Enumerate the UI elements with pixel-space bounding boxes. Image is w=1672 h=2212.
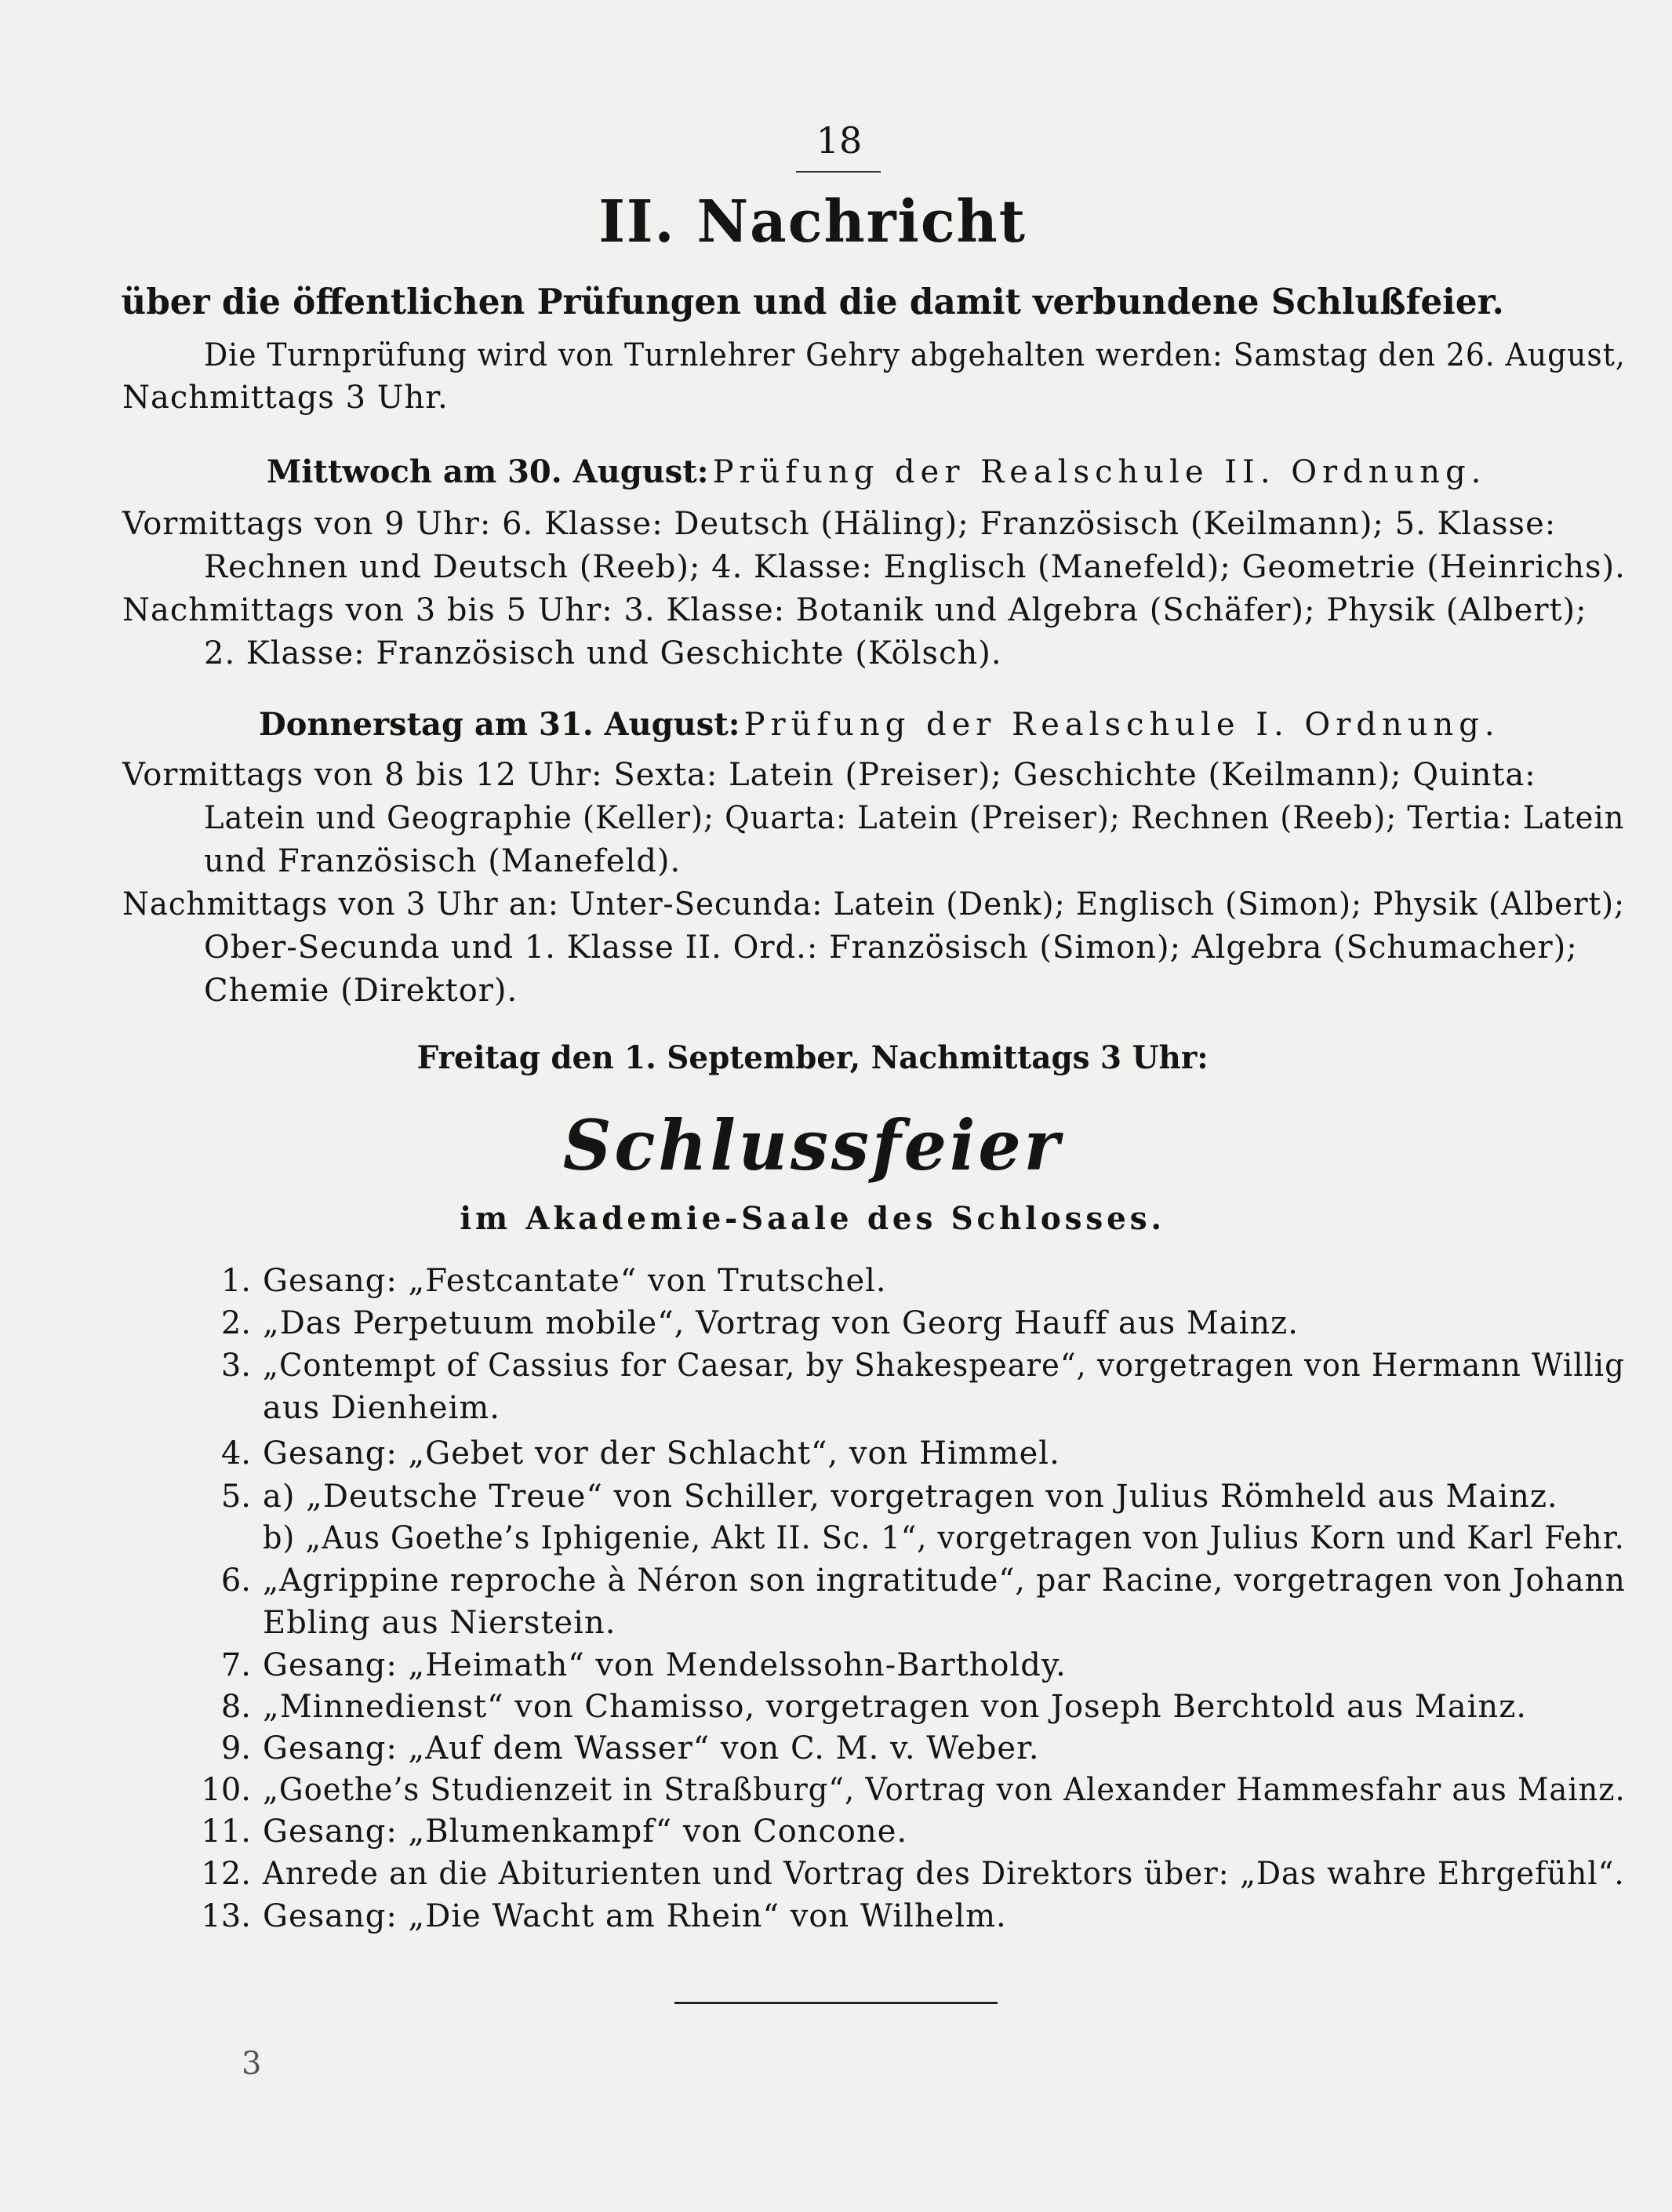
program-item: Gesang: „Blumenkampf“ von Concone. [263,1814,908,1850]
mittwoch-line-3: Nachmittags von 3 bis 5 Uhr: 3. Klasse: Botanik und Algebra (Schäfer); Physik (Albert); [122,592,1587,628]
program-item: Gesang: „Heimath“ von Mendelssohn-Bartholdy. [263,1647,1067,1683]
program-item: „Minnedienst“ von Chamisso, vorgetragen von Joseph Berchtold aus Mainz. [263,1689,1527,1725]
schlussfeier-place: im Akademie-Saale des Schlosses. [460,1200,1165,1237]
section-title: II. Nachricht [598,188,1027,256]
program-number: 12. [201,1856,251,1892]
page-number-rule [796,171,881,173]
program-item: „Contempt of Cassius for Caesar, by Shakespeare“, vorgetragen von Hermann Willig [263,1348,1625,1384]
donnerstag-line-6: Chemie (Direktor). [204,973,518,1009]
program-item-continued: b) „Aus Goethe’s Iphigenie, Akt II. Sc. 1“, vorgetragen von Julius Korn und Karl Fehr. [263,1520,1625,1556]
mittwoch-line-1: Vormittags von 9 Uhr: 6. Klasse: Deutsch (Häling); Französisch (Keilmann); 5. Klasse: [122,506,1557,542]
schlussfeier-title: Schlussfeier [562,1104,1063,1186]
program-number: 1. [220,1263,251,1299]
program-item: Anrede an die Abiturienten und Vortrag des Direktors über: „Das wahre Ehrgefühl“. [263,1856,1625,1892]
freitag-heading: Freitag den 1. September, Nachmittags 3 Uhr: [416,1039,1209,1076]
program-number: 4. [220,1435,251,1472]
printer-signature: 3 [242,2046,262,2082]
program-number: 5. [220,1479,251,1515]
program-item: Gesang: „Die Wacht am Rhein“ von Wilhelm. [263,1898,1007,1934]
program-item: „Goethe’s Studienzeit in Straßburg“, Vortrag von Alexander Hammesfahr aus Mainz. [263,1772,1626,1808]
program-item: a) „Deutsche Treue“ von Schiller, vorgetragen von Julius Römheld aus Mainz. [263,1479,1558,1515]
donnerstag-heading [259,706,1500,743]
program-number: 10. [201,1772,251,1808]
section-subtitle: über die öffentlichen Prüfungen und die damit verbundene Schlußfeier. [121,281,1504,322]
program-number: 8. [220,1689,251,1725]
program-item-continued: aus Dienheim. [263,1390,501,1426]
program-item: „Das Perpetuum mobile“, Vortrag von Georg Hauff aus Mainz. [263,1305,1299,1341]
donnerstag-line-3: und Französisch (Manefeld). [204,843,682,879]
turnpruefung-line-1: Die Turnprüfung wird von Turnlehrer Gehry abgehalten werden: Samstag den 26. August, [204,337,1626,373]
mittwoch-line-2: Rechnen und Deutsch (Reeb); 4. Klasse: Englisch (Manefeld); Geometrie (Heinrichs). [204,549,1626,585]
program-number: 7. [220,1647,251,1683]
donnerstag-line-2: Latein und Geographie (Keller); Quarta: Latein (Preiser); Rechnen (Reeb); Tertia: Latein [204,800,1625,836]
program-item: Gesang: „Auf dem Wasser“ von C. M. v. Weber. [263,1730,1040,1766]
page-number: 18 [816,119,863,162]
program-item: Gesang: „Gebet vor der Schlacht“, von Himmel. [263,1435,1060,1472]
donnerstag-line-5: Ober-Secunda und 1. Klasse II. Ord.: Französisch (Simon); Algebra (Schumacher); [204,930,1578,966]
mittwoch-day: Mittwoch am 30. August: [267,453,709,490]
donnerstag-line-4: Nachmittags von 3 Uhr an: Unter-Secunda: Latein (Denk); Englisch (Simon); Physik (Albert); [122,886,1626,922]
mittwoch-heading [267,453,1486,490]
program-number: 6. [220,1563,251,1599]
end-rule [674,2002,998,2004]
mittwoch-desc: Prüfung der Realschule II. Ordnung. [712,454,1487,490]
program-number: 11. [201,1814,251,1850]
program-number: 2. [220,1305,251,1341]
program-item: Gesang: „Festcantate“ von Trutschel. [263,1263,887,1299]
program-number: 3. [220,1348,251,1384]
donnerstag-line-1: Vormittags von 8 bis 12 Uhr: Sexta: Latein (Preiser); Geschichte (Keilmann); Quinta: [122,757,1536,793]
program-item: „Agrippine reproche à Néron son ingratitude“, par Racine, vorgetragen von Johann [263,1563,1626,1599]
mittwoch-line-4: 2. Klasse: Französisch und Geschichte (Kölsch). [204,635,1002,671]
program-number: 9. [220,1730,251,1766]
program-item-continued: Ebling aus Nierstein. [263,1605,616,1641]
program-number: 13. [201,1898,251,1934]
donnerstag-desc: Prüfung der Realschule I. Ordnung. [743,707,1500,743]
turnpruefung-line-2: Nachmittags 3 Uhr. [122,380,449,416]
donnerstag-day: Donnerstag am 31. August: [259,706,740,743]
